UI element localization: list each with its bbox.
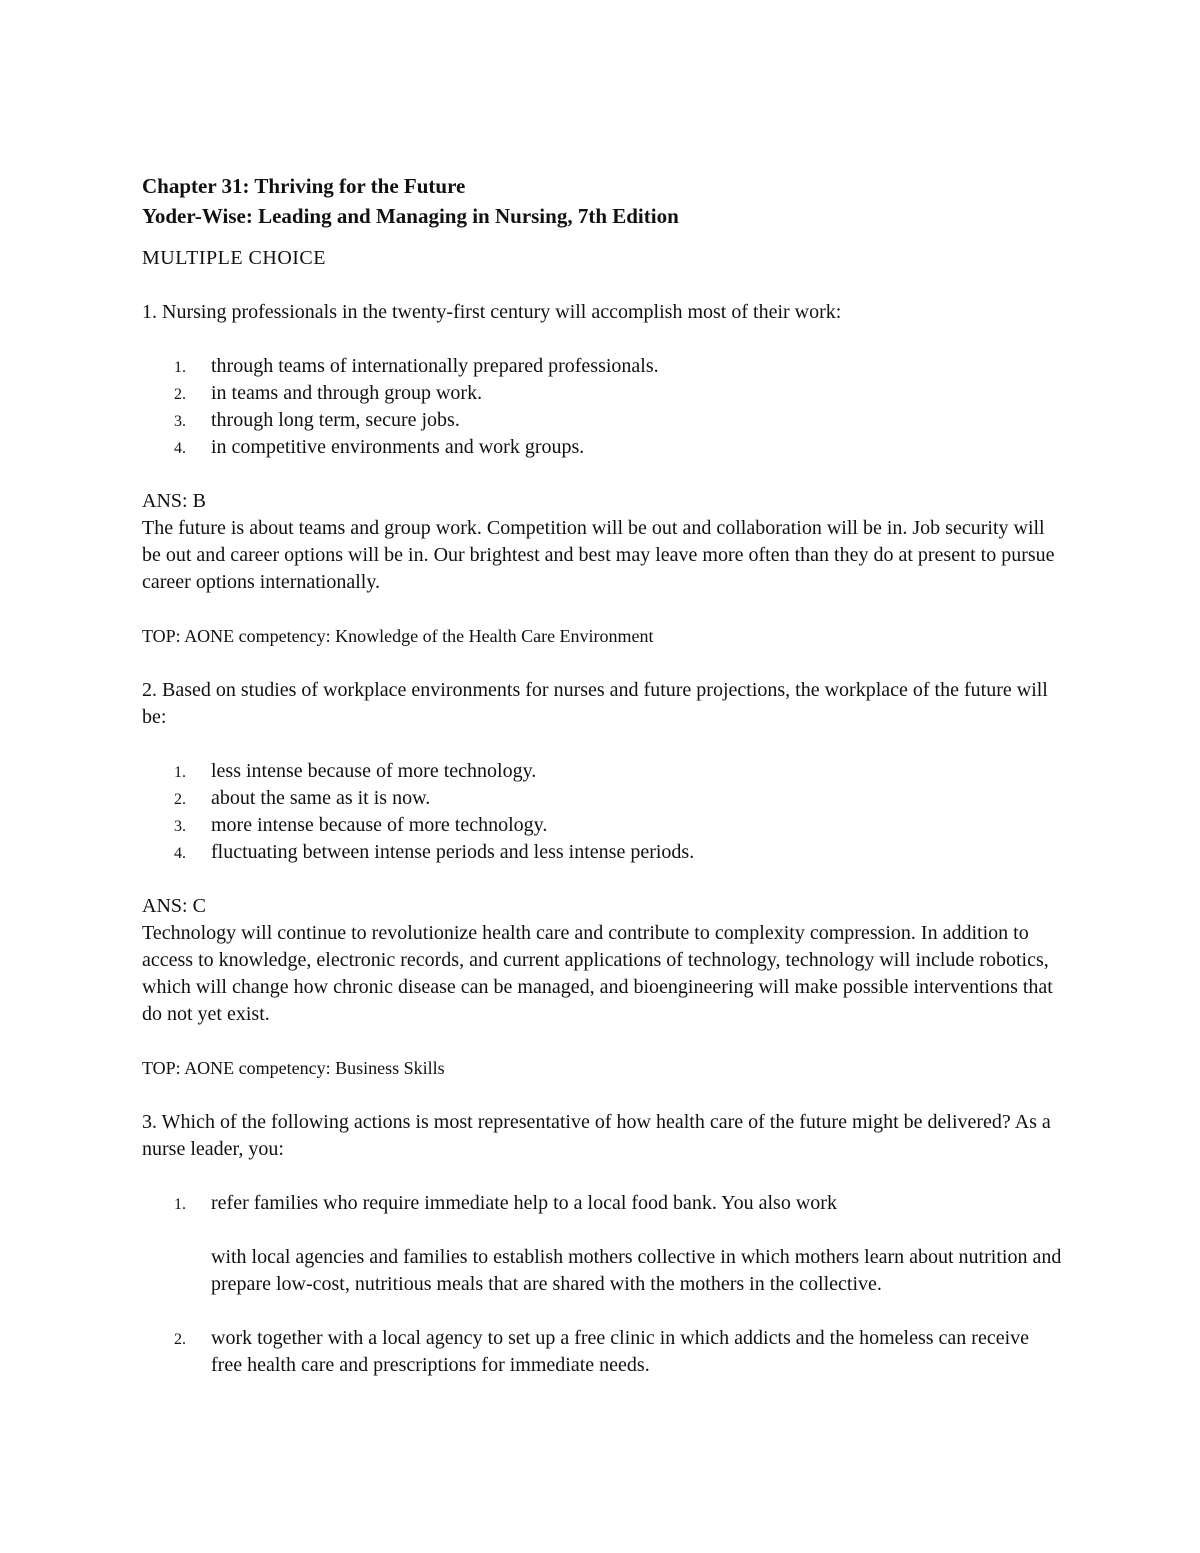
option-number: 1. xyxy=(174,1196,186,1213)
answer-options xyxy=(142,353,1062,461)
question-stem: 2. Based on studies of workplace environments for nurses and future projections, the workplace of the future will be: xyxy=(142,679,1048,728)
question-stem: 3. Which of the following actions is most representative of how health care of the future might be delivered? As a nurse leader, you: xyxy=(142,1111,1051,1160)
question-3 xyxy=(142,1109,1062,1379)
answer-option xyxy=(142,434,1062,461)
option-text: work together with a local agency to set up a free clinic in which addicts and the homeless can receive free health care and prescriptions for immediate needs. xyxy=(211,1327,1030,1376)
option-text: about the same as it is now. xyxy=(211,787,431,809)
option-number: 4. xyxy=(174,440,186,457)
answer-option xyxy=(142,839,1062,866)
option-text: in teams and through group work. xyxy=(211,382,483,404)
document-page xyxy=(142,171,1062,1379)
option-text: fluctuating between intense periods and less intense periods. xyxy=(211,841,695,863)
option-number: 2. xyxy=(174,1331,186,1348)
question-1 xyxy=(142,299,1062,650)
answer-option xyxy=(142,353,1062,380)
question-2 xyxy=(142,677,1062,1082)
option-number: 2. xyxy=(174,791,186,808)
option-text: refer families who require immediate help to a local food bank. You also work xyxy=(211,1192,837,1214)
answer-option xyxy=(142,785,1062,812)
answer-option xyxy=(142,407,1062,434)
answer-options xyxy=(142,758,1062,866)
topic-line: TOP: AONE competency: Knowledge of the Health Care Environment xyxy=(142,626,654,646)
answer-option xyxy=(142,1190,1062,1298)
option-text: through teams of internationally prepared professionals. xyxy=(211,355,659,377)
option-number: 1. xyxy=(174,359,186,376)
option-number: 3. xyxy=(174,413,186,430)
option-number: 2. xyxy=(174,386,186,403)
chapter-title: Chapter 31: Thriving for the Future xyxy=(142,174,466,198)
rationale: Technology will continue to revolutionize health care and contribute to complexity compression. In addition to access to knowledge, electronic records, and current applications of technology, technology will include robotics, which will change how chronic disease can be managed, and bioengineering will make possible interventions that do not yet exist. xyxy=(142,922,1053,1025)
topic-line: TOP: AONE competency: Business Skills xyxy=(142,1058,445,1078)
option-number: 1. xyxy=(174,764,186,781)
answer-key: ANS: B xyxy=(142,490,206,512)
question-stem: 1. Nursing professionals in the twenty-first century will accomplish most of their work: xyxy=(142,301,842,323)
answer-option xyxy=(142,812,1062,839)
option-text: through long term, secure jobs. xyxy=(211,409,460,431)
rationale: The future is about teams and group work. Competition will be out and collaboration will be in. Job security will be out and career options will be in. Our brightest and best may leave more often than they do at present to pursue career options internationally. xyxy=(142,517,1055,593)
answer-option xyxy=(142,758,1062,785)
section-label: MULTIPLE CHOICE xyxy=(142,247,326,269)
option-text: less intense because of more technology. xyxy=(211,760,537,782)
option-number: 4. xyxy=(174,845,186,862)
answer-key: ANS: C xyxy=(142,895,206,917)
book-title: Yoder-Wise: Leading and Managing in Nursing, 7th Edition xyxy=(142,204,679,228)
answer-options xyxy=(142,1190,1062,1379)
option-text: in competitive environments and work groups. xyxy=(211,436,585,458)
answer-option xyxy=(142,1325,1062,1379)
option-text: more intense because of more technology. xyxy=(211,814,548,836)
answer-option xyxy=(142,380,1062,407)
option-continuation: with local agencies and families to establish mothers collective in which mothers learn about nutrition and prepare low-cost, nutritious meals that are shared with the mothers in the collective. xyxy=(211,1246,1062,1295)
option-number: 3. xyxy=(174,818,186,835)
